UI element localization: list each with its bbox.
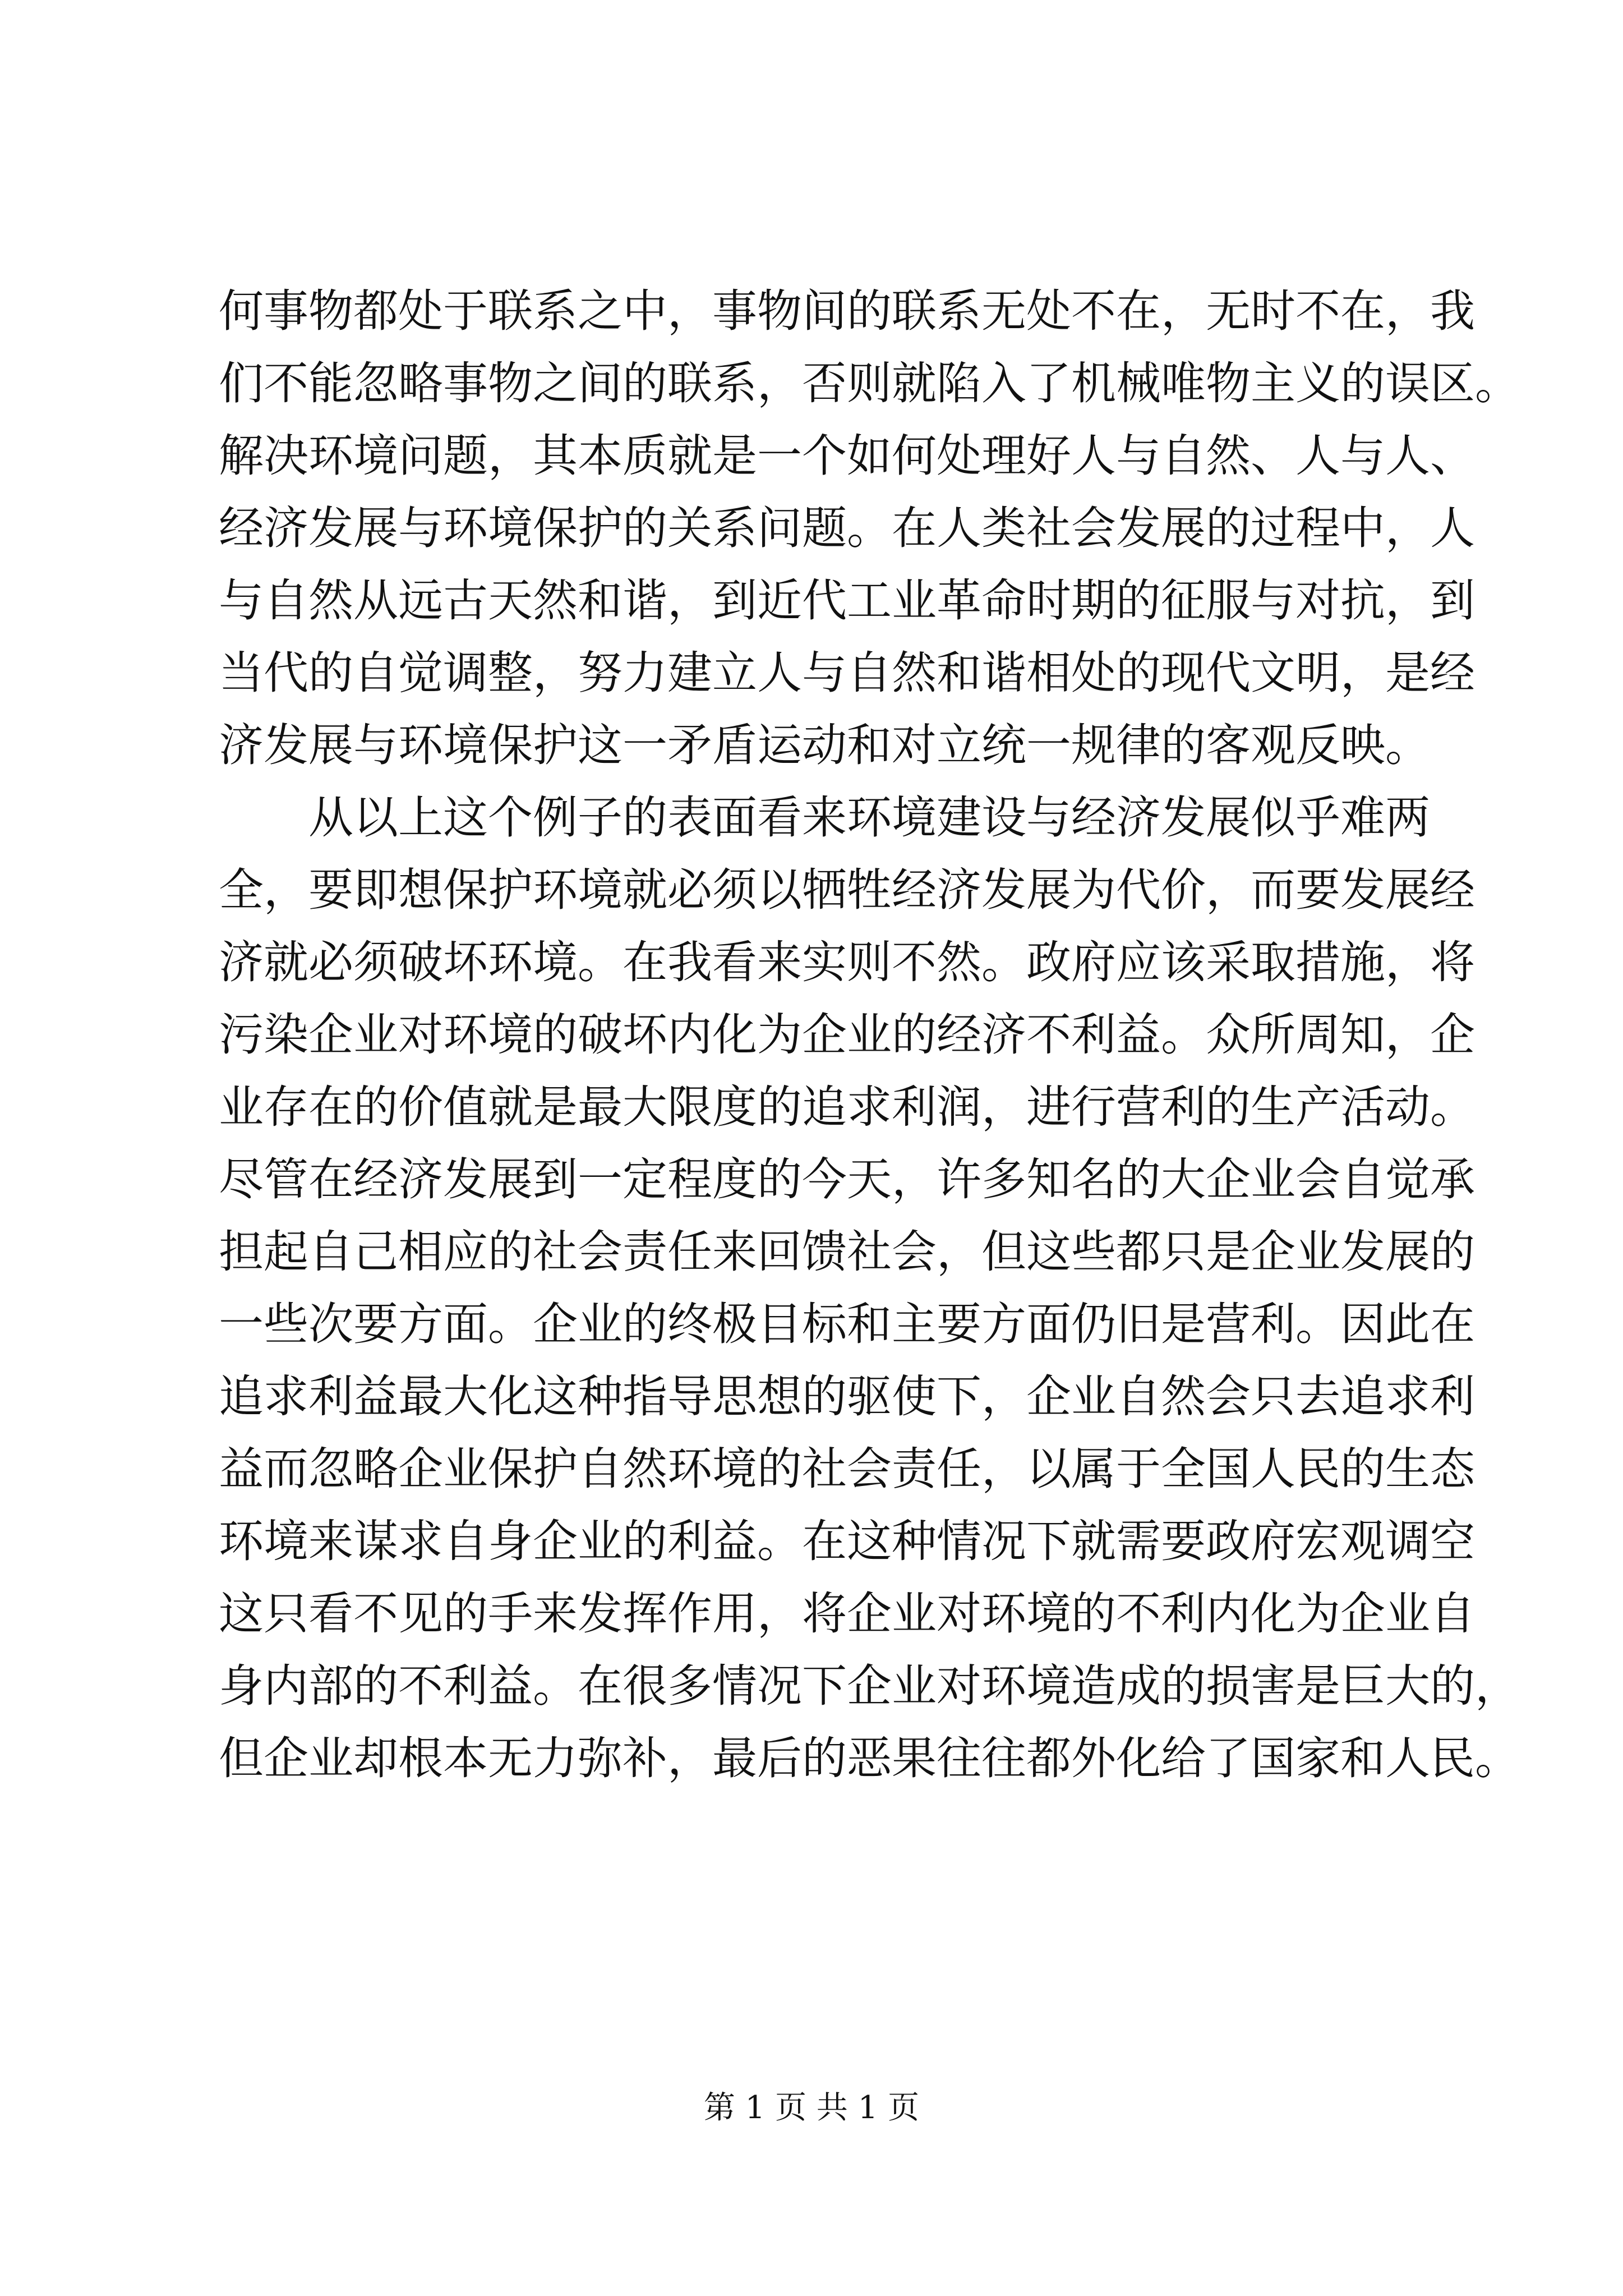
text-line: 从以上这个例子的表面看来环境建设与经济发展似乎难两 (219, 792, 1430, 844)
text-line: 身内部的不利益。在很多情况下企业对环境造成的损害是巨大的， (219, 1660, 1520, 1712)
text-line: 济发展与环境保护这一矛盾运动和对立统一规律的客观反映。 (219, 719, 1430, 771)
text-line: 与自然从远古天然和谐，到近代工业革命时期的征服与对抗，到 (219, 574, 1475, 627)
text-line: 这只看不见的手来发挥作用，将企业对环境的不利内化为企业自 (219, 1588, 1475, 1640)
text-line: 全，要即想保护环境就必须以牺牲经济发展为代价，而要发展经 (219, 864, 1475, 916)
text-line: 解决环境问题，其本质就是一个如何处理好人与自然、人与人、 (219, 430, 1475, 482)
text-line: 何事物都处于联系之中，事物间的联系无处不在，无时不在，我 (219, 285, 1475, 337)
text-line: 追求利益最大化这种指导思想的驱使下，企业自然会只去追求利 (219, 1370, 1475, 1423)
text-line: 污染企业对环境的破坏内化为企业的经济不利益。众所周知，企 (219, 1009, 1475, 1061)
text-line: 当代的自觉调整，努力建立人与自然和谐相处的现代文明，是经 (219, 647, 1475, 699)
text-line: 经济发展与环境保护的关系问题。在人类社会发展的过程中，人 (219, 502, 1475, 554)
page-footer: 第 1 页 共 1 页 (703, 2090, 920, 2126)
text-line: 担起自己相应的社会责任来回馈社会，但这些都只是企业发展的 (219, 1226, 1475, 1278)
text-line: 济就必须破坏环境。在我看来实则不然。政府应该采取措施，将 (219, 936, 1475, 988)
text-line: 尽管在经济发展到一定程度的今天，许多知名的大企业会自觉承 (219, 1153, 1475, 1205)
text-line: 们不能忽略事物之间的联系，否则就陷入了机械唯物主义的误区。 (219, 357, 1520, 409)
text-line: 业存在的价值就是最大限度的追求利润，进行营利的生产活动。 (219, 1081, 1475, 1133)
text-line: 环境来谋求自身企业的利益。在这种情况下就需要政府宏观调空 (219, 1515, 1475, 1567)
text-line: 一些次要方面。企业的终极目标和主要方面仍旧是营利。因此在 (219, 1298, 1475, 1350)
text-line: 益而忽略企业保护自然环境的社会责任，以属于全国人民的生态 (219, 1443, 1475, 1495)
text-line: 但企业却根本无力弥补，最后的恶果往往都外化给了国家和人民。 (219, 1732, 1520, 1784)
body-text (219, 275, 1520, 1795)
